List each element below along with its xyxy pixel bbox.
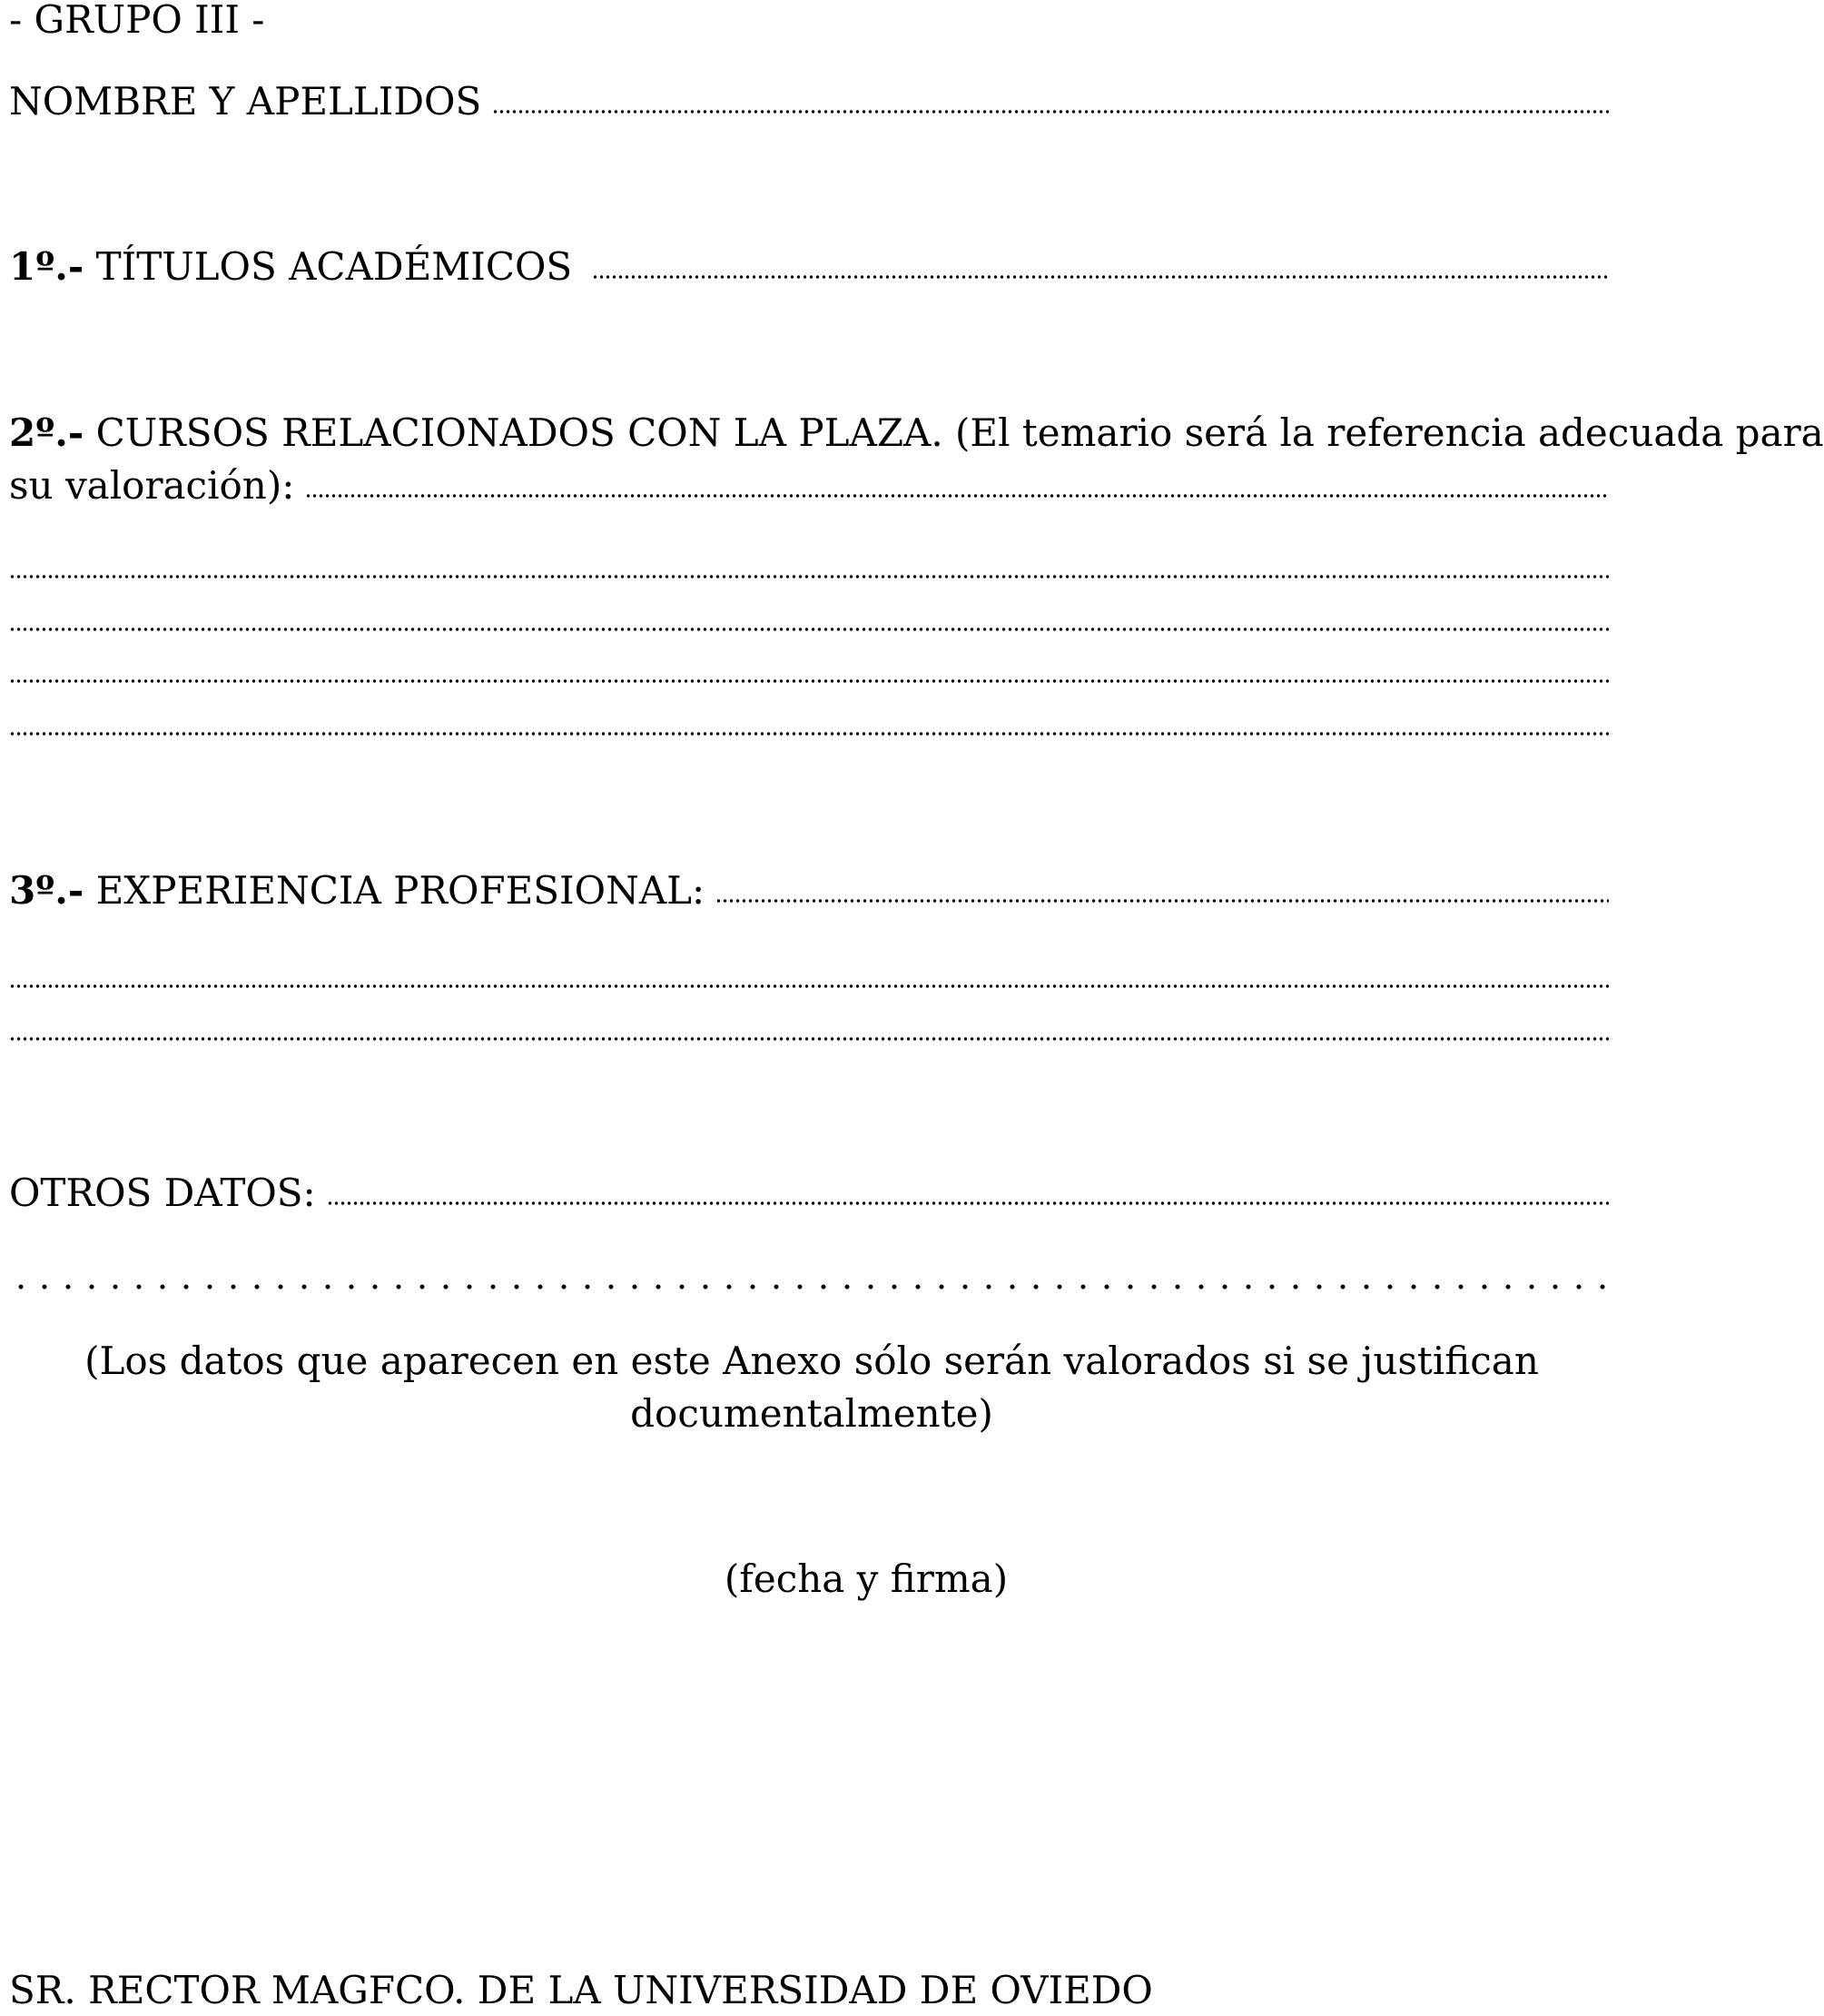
name-fill-line: [492, 107, 1609, 116]
other-data-field[interactable]: [9, 1168, 1609, 1219]
experience-extra-line-2[interactable]: [9, 1034, 1609, 1043]
academic-titles-text: TÍTULOS ACADÉMICOS: [95, 244, 573, 289]
courses-text: CURSOS RELACIONADOS CON LA PLAZA. (El temario será la referencia adecuada para: [95, 410, 1824, 455]
other-data-fill-line: [327, 1199, 1609, 1208]
courses-extra-line-3[interactable]: [9, 677, 1609, 686]
experience-label: [9, 865, 705, 916]
courses-extra-line-4[interactable]: [9, 729, 1609, 738]
section-number-3: 3º.-: [9, 868, 84, 913]
courses-field[interactable]: [9, 460, 1609, 511]
academic-titles-label: [9, 242, 572, 292]
courses-fill-line: [305, 491, 1609, 500]
experience-fill-line: [715, 896, 1609, 905]
experience-text: EXPERIENCIA PROFESIONAL:: [95, 868, 705, 913]
academic-titles-fill-line: [592, 272, 1609, 282]
name-label: NOMBRE Y APELLIDOS: [9, 79, 482, 124]
courses-label: [9, 408, 1824, 459]
academic-titles-field[interactable]: [9, 242, 1609, 292]
experience-field[interactable]: [9, 865, 1609, 916]
courses-extra-line-1[interactable]: [9, 572, 1609, 581]
signature-note: (fecha y firma): [724, 1556, 1009, 1601]
group-heading: - GRUPO III -: [9, 0, 265, 42]
section-number-1: 1º.-: [9, 244, 84, 289]
experience-extra-line-1[interactable]: [9, 982, 1609, 991]
section-number-2: 2º.-: [9, 410, 84, 455]
other-data-extra-line[interactable]: [9, 1282, 1609, 1291]
justification-note-line2: documentalmente): [630, 1391, 993, 1436]
justification-note-line1: (Los datos que aparecen en este Anexo sólo serán valorados si se justifican: [84, 1339, 1539, 1383]
name-field[interactable]: [9, 76, 1609, 127]
courses-label-line2: su valoración):: [9, 463, 295, 508]
courses-extra-line-2[interactable]: [9, 625, 1609, 634]
addressee: SR. RECTOR MAGFCO. DE LA UNIVERSIDAD DE OVIEDO: [9, 1968, 1153, 2012]
other-data-label: OTROS DATOS:: [9, 1171, 316, 1215]
